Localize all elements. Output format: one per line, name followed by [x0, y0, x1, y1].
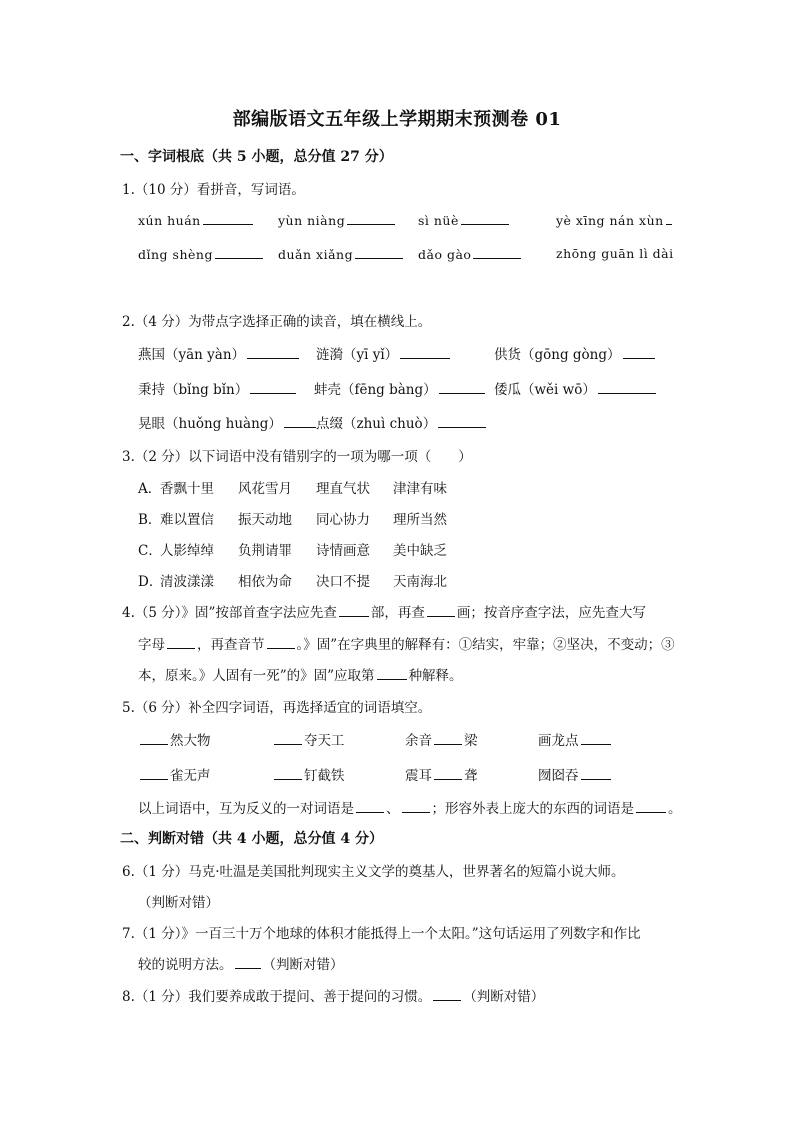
answer-blank[interactable]: [274, 767, 302, 780]
answer-blank[interactable]: [434, 732, 462, 745]
q2-item-1: 燕国（yān yàn）: [138, 343, 301, 363]
q5-idiom-6: 钉截铁: [272, 764, 345, 784]
answer-blank[interactable]: [598, 381, 656, 394]
answer-blank[interactable]: [215, 246, 263, 259]
question-4-line-2: 字母 ，再查音节 。》固”在字典里的解释有：①结实，牢靠；②坚决，不变动；③: [138, 637, 675, 653]
answer-blank[interactable]: [461, 212, 509, 225]
question-4-line-3: 本，原来。》人固有一死”的》固”应取第 种解释。: [138, 668, 463, 684]
q2-item-6: 倭瓜（wěi wō）: [494, 378, 658, 398]
answer-blank[interactable]: [438, 415, 486, 428]
answer-blank[interactable]: [402, 800, 430, 813]
question-2-stem: 2.（4 分）为带点字选择正确的读音，填在横线上。: [122, 314, 432, 330]
q3-option-b-word: 理所当然: [393, 512, 447, 528]
q3-option-d-word: 决口不提: [316, 574, 370, 590]
question-5-stem: 5.（6 分）补全四字词语，再选择适宜的词语填空。: [122, 700, 432, 716]
section-heading-1: 一、字词根底（共 5 小题，总分值 27 分）: [120, 149, 393, 165]
q3-option-c-word: 人影绰绰: [160, 543, 214, 559]
q3-option-b-word: 同心协力: [316, 512, 370, 528]
q3-option-d-word: 相依为命: [238, 574, 292, 590]
q3-option-d-letter[interactable]: D．: [138, 574, 163, 590]
q2-item-5: 蚌壳（fēng bàng）: [314, 378, 487, 398]
question-6-line-1: 6.（1 分）马克·吐温是美国批判现实主义文学的奠基人，世界著名的短篇小说大师。: [122, 864, 625, 880]
answer-blank[interactable]: [140, 767, 168, 780]
q5-idiom-3: 余音 梁: [405, 733, 478, 749]
answer-blank[interactable]: [284, 415, 316, 428]
q3-option-d-word: 清波漾漾: [160, 574, 214, 590]
question-3-stem: 3.（2 分）以下词语中没有错别字的一项为哪一项（ ）: [122, 449, 472, 465]
q3-option-a-letter[interactable]: A．: [138, 481, 162, 497]
q2-item-7: 晃眼（huǒng huàng）: [138, 412, 318, 432]
q3-option-b-word: 难以置信: [160, 512, 214, 528]
answer-blank[interactable]: [339, 604, 369, 617]
section-heading-2: 二、判断对错（共 4 小题，总分值 4 分）: [120, 831, 383, 847]
q1-pinyin-1: xún huán: [138, 212, 255, 228]
q3-option-a-word: 风花雪月: [238, 481, 292, 497]
answer-blank[interactable]: [427, 604, 455, 617]
answer-blank[interactable]: [274, 732, 302, 745]
answer-blank[interactable]: [581, 767, 611, 780]
answer-blank[interactable]: [356, 800, 384, 813]
answer-blank[interactable]: [439, 381, 485, 394]
answer-blank[interactable]: [433, 988, 461, 1001]
question-1-stem: 1.（10 分）看拼音，写词语。: [122, 182, 305, 198]
answer-blank[interactable]: [203, 212, 253, 225]
q3-option-a-word: 理直气状: [316, 481, 370, 497]
answer-blank[interactable]: [400, 346, 450, 359]
q3-option-c-word: 负荆请罪: [238, 543, 292, 559]
answer-blank[interactable]: [347, 212, 395, 225]
answer-blank[interactable]: [250, 381, 296, 394]
q2-item-4: 秉持（bǐng bǐn）: [138, 378, 298, 398]
q5-idiom-1: 然大物: [138, 729, 211, 749]
answer-blank[interactable]: [267, 636, 295, 649]
question-5-tail: 以上词语中，互为反义的一对词语是 、 ；形容外表上庞大的东西的词语是 。: [138, 801, 682, 817]
question-7-line-2: 较的说明方法。 （判断对错）: [138, 957, 344, 973]
answer-blank[interactable]: [247, 346, 299, 359]
q5-idiom-2: 夺天工: [272, 729, 345, 749]
q3-option-c-letter[interactable]: C．: [138, 543, 162, 559]
q1-pinyin-5: dǐng shèng: [138, 246, 265, 262]
q3-option-a-word: 津津有味: [393, 481, 447, 497]
q5-idiom-8: 囫囵吞: [538, 764, 613, 784]
answer-blank[interactable]: [623, 346, 655, 359]
q1-pinyin-6: duǎn xiǎng: [278, 246, 405, 262]
answer-blank[interactable]: [377, 667, 407, 680]
q1-pinyin-7: dǎo gào: [418, 246, 523, 262]
q5-idiom-7: 震耳 聋: [405, 768, 478, 784]
question-7-line-1: 7.（1 分）》一百三十万个地球的体积才能抵得上一个太阳。”这句话运用了列数字和作比: [122, 926, 641, 942]
question-4-line-1: 4.（5 分）》固”按部首查字法应先查 部，再查 画；按音序查字法，应先查大写: [122, 605, 646, 621]
page-title: 部编版语文五年级上学期期末预测卷 01: [232, 109, 562, 130]
answer-blank[interactable]: [581, 732, 611, 745]
q5-idiom-4: 画龙点: [538, 729, 613, 749]
q3-option-d-word: 天南海北: [393, 574, 447, 590]
answer-blank[interactable]: [473, 246, 521, 259]
q2-item-3: 供货（gōng gòng）: [494, 343, 657, 363]
answer-blank[interactable]: [355, 246, 403, 259]
q1-pinyin-3: sì nüè: [418, 212, 511, 228]
question-8-line-1: 8.（1 分）我们要养成敢于提问、善于提问的习惯。 （判断对错）: [122, 989, 545, 1005]
question-6-line-2: （判断对错）: [138, 895, 219, 911]
q2-item-8: 点缀（zhuì chuò）: [316, 412, 488, 432]
answer-blank[interactable]: [666, 212, 672, 225]
answer-blank[interactable]: [140, 732, 168, 745]
q3-option-a-word: 香飘十里: [160, 481, 214, 497]
q1-pinyin-2: yùn niàng: [278, 212, 397, 228]
answer-blank[interactable]: [434, 767, 462, 780]
q2-item-2: 涟漪（yī yǐ）: [316, 343, 452, 363]
q1-pinyin-4: yè xīng nán xùn: [556, 212, 674, 228]
q3-option-b-letter[interactable]: B．: [138, 512, 162, 528]
q1-pinyin-8: zhōng guān lì dài: [556, 246, 674, 261]
q3-option-c-word: 美中缺乏: [393, 543, 447, 559]
q3-option-b-word: 振天动地: [238, 512, 292, 528]
q3-option-c-word: 诗情画意: [316, 543, 370, 559]
q5-idiom-5: 雀无声: [138, 764, 211, 784]
answer-blank[interactable]: [636, 800, 666, 813]
answer-blank[interactable]: [167, 636, 195, 649]
answer-blank[interactable]: [235, 956, 261, 969]
